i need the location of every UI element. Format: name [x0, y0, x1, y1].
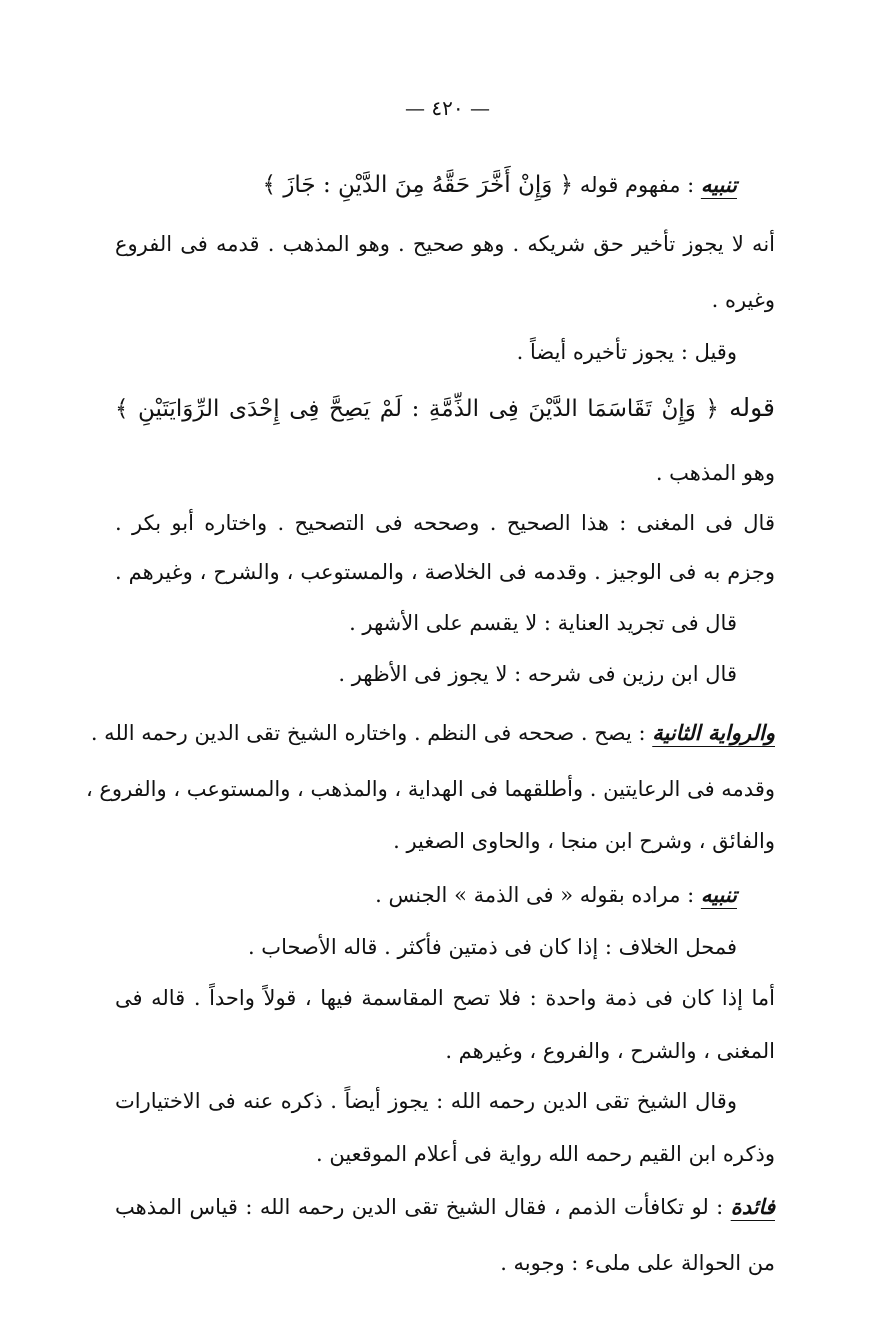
text-line: [115, 458, 775, 488]
text-segment: : مراده بقوله « فى الذمة » الجنس .: [375, 883, 701, 907]
text-line: [115, 659, 737, 689]
text-line: [90, 718, 775, 748]
text-segment: وقيل : يجوز تأخيره أيضاً .: [516, 340, 737, 364]
text-line: [115, 932, 737, 962]
text-line: [115, 1086, 737, 1116]
text-line: [115, 826, 775, 856]
section-term: والرواية الثانية: [652, 720, 775, 745]
text-segment: قوله: [718, 393, 775, 422]
quoted-text: ﴿ وَإِنْ أَخَّرَ حَقَّهُ مِنَ الدَّيْنِ : جَازَ ﴾: [262, 172, 574, 198]
text-segment: وقدمه فى الرعايتين . وأطلقهما فى الهداية ، والمذهب ، والمستوعب ، والفروع ،: [85, 777, 775, 801]
text-line: [115, 1192, 775, 1222]
text-line: [115, 1139, 775, 1169]
text-segment: : لو تكافأت الذمم ، فقال الشيخ تقى الدين رحمه الله : قياس المذهب: [115, 1195, 731, 1219]
text-line: [115, 1248, 775, 1278]
text-segment: وذكره ابن القيم رحمه الله رواية فى أعلام الموقعين .: [315, 1142, 775, 1166]
text-segment: من الحوالة على ملىء : وجوبه .: [500, 1251, 775, 1275]
text-segment: المغنى ، والشرح ، والفروع ، وغيرهم .: [445, 1039, 775, 1063]
text-line: [115, 880, 737, 910]
text-segment: : مفهوم قوله: [573, 173, 701, 197]
text-segment: قال ابن رزين فى شرحه : لا يجوز فى الأظهر .: [338, 662, 737, 686]
text-segment: والفائق ، وشرح ابن منجا ، والحاوى الصغير .: [393, 829, 775, 853]
text-segment: أما إذا كان فى ذمة واحدة : فلا تصح المقاسمة فيها ، قولاً واحداً . قاله فى: [115, 986, 775, 1010]
section-term: فائدة: [730, 1194, 775, 1219]
text-segment: فمحل الخلاف : إذا كان فى ذمتين فأكثر . قاله الأصحاب .: [247, 935, 737, 959]
text-line: [85, 774, 775, 804]
section-term: تنبيه: [700, 882, 737, 907]
text-line: [115, 170, 737, 200]
text-segment: أنه لا يجوز تأخير حق شريكه . وهو صحيح . وهو المذهب . قدمه فى الفروع: [115, 232, 775, 256]
text-line: [115, 393, 775, 424]
text-line: [115, 285, 775, 315]
text-segment: وهو المذهب .: [655, 461, 775, 485]
text-segment: وغيره .: [711, 288, 775, 312]
text-line: [115, 608, 737, 638]
text-segment: وقال الشيخ تقى الدين رحمه الله : يجوز أيضاً . ذكره عنه فى الاختيارات: [115, 1089, 737, 1113]
text-line: [115, 337, 737, 367]
text-line: [115, 229, 775, 259]
text-segment: : يصح . صححه فى النظم . واختاره الشيخ تقى الدين رحمه الله .: [90, 721, 653, 745]
text-segment: قال فى المغنى : هذا الصحيح . وصححه فى التصحيح . واختاره أبو بكر .: [115, 511, 775, 535]
text-line: [115, 557, 775, 587]
text-line: [115, 983, 775, 1013]
text-line: [115, 508, 775, 538]
text-line: [115, 1036, 775, 1066]
section-term: تنبيه: [700, 172, 737, 197]
text-segment: وجزم به فى الوجيز . وقدمه فى الخلاصة ، والمستوعب ، والشرح ، وغيرهم .: [115, 560, 775, 584]
text-segment: قال فى تجريد العناية : لا يقسم على الأشهر .: [349, 611, 737, 635]
page-number: — ٤٢٠ —: [405, 96, 490, 120]
quoted-text: ﴿ وَإِنْ تَقَاسَمَا الدَّيْنَ فِى الذِّمَّةِ : لَمْ يَصِحَّ فِى إِحْدَى الرِّوَايَتَيْنِ ﴾: [115, 396, 719, 422]
